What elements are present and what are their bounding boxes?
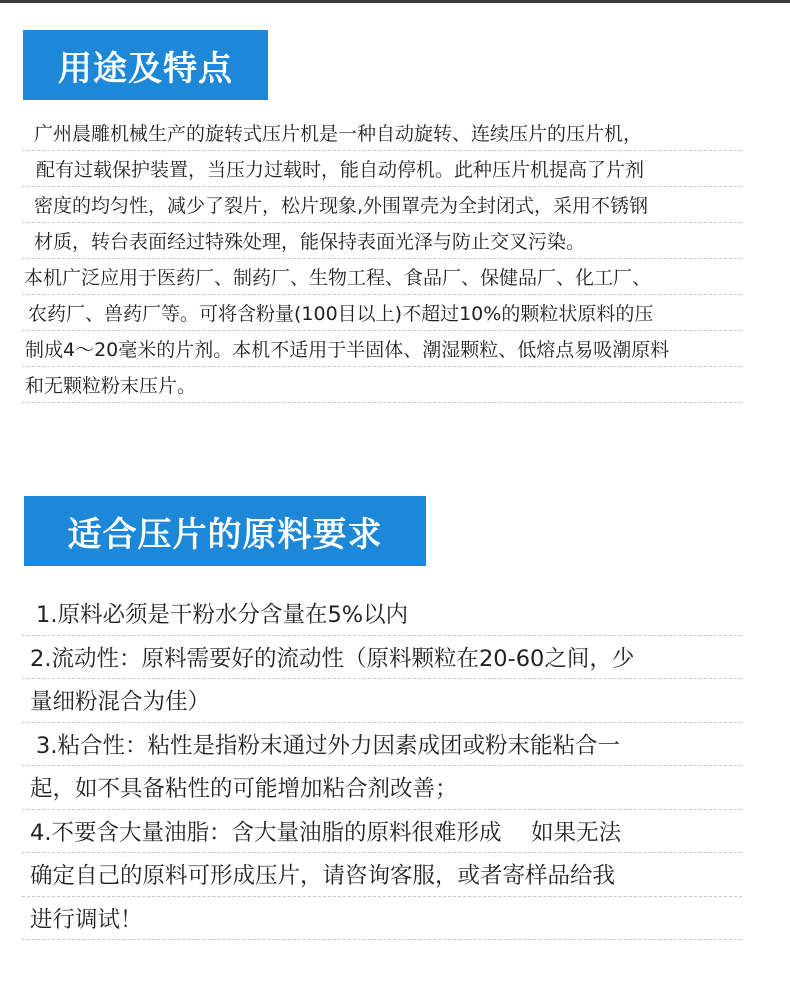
usage-features-section <box>22 115 742 403</box>
text-line: 农药厂、兽药厂等。可将含粉量(100目以上)不超过10%的颗粒状原料的压 <box>22 295 742 331</box>
text-line: 量细粉混合为佳） <box>22 679 742 723</box>
text-line: 广州晨雕机械生产的旋转式压片机是一种自动旋转、连续压片的压片机， <box>22 115 742 151</box>
text-line: 本机广泛应用于医药厂、制药厂、生物工程、食品厂、保健品厂、化工厂、 <box>22 259 742 295</box>
text-line: 确定自己的原料可形成压片，请咨询客服，或者寄样品给我 <box>22 853 742 897</box>
text-line: 2.流动性：原料需要好的流动性（原料颗粒在20-60之间，少 <box>22 636 742 680</box>
text-line: 4.不要含大量油脂：含大量油脂的原料很难形成 如果无法 <box>22 810 742 854</box>
text-line: 密度的均匀性，减少了裂片，松片现象,外围罩壳为全封闭式，采用不锈钢 <box>22 187 742 223</box>
top-border <box>0 0 790 3</box>
text-line: 制成4～20毫米的片剂。本机不适用于半固体、潮湿颗粒、低熔点易吸潮原料 <box>22 331 742 367</box>
section-title-material-requirements: 适合压片的原料要求 <box>24 496 426 566</box>
material-requirements-section <box>22 592 742 940</box>
text-line: 起，如不具备粘性的可能增加粘合剂改善； <box>22 766 742 810</box>
text-line: 进行调试！ <box>22 897 742 941</box>
text-line: 材质，转台表面经过特殊处理，能保持表面光泽与防止交叉污染。 <box>22 223 742 259</box>
text-line: 和无颗粒粉末压片。 <box>22 367 742 403</box>
section-title-usage-features: 用途及特点 <box>23 30 268 100</box>
text-line: 配有过载保护装置，当压力过载时，能自动停机。此种压片机提高了片剂 <box>22 151 742 187</box>
text-line: 3.粘合性：粘性是指粉末通过外力因素成团或粉末能粘合一 <box>22 723 742 767</box>
text-line: 1.原料必须是干粉水分含量在5%以内 <box>22 592 742 636</box>
